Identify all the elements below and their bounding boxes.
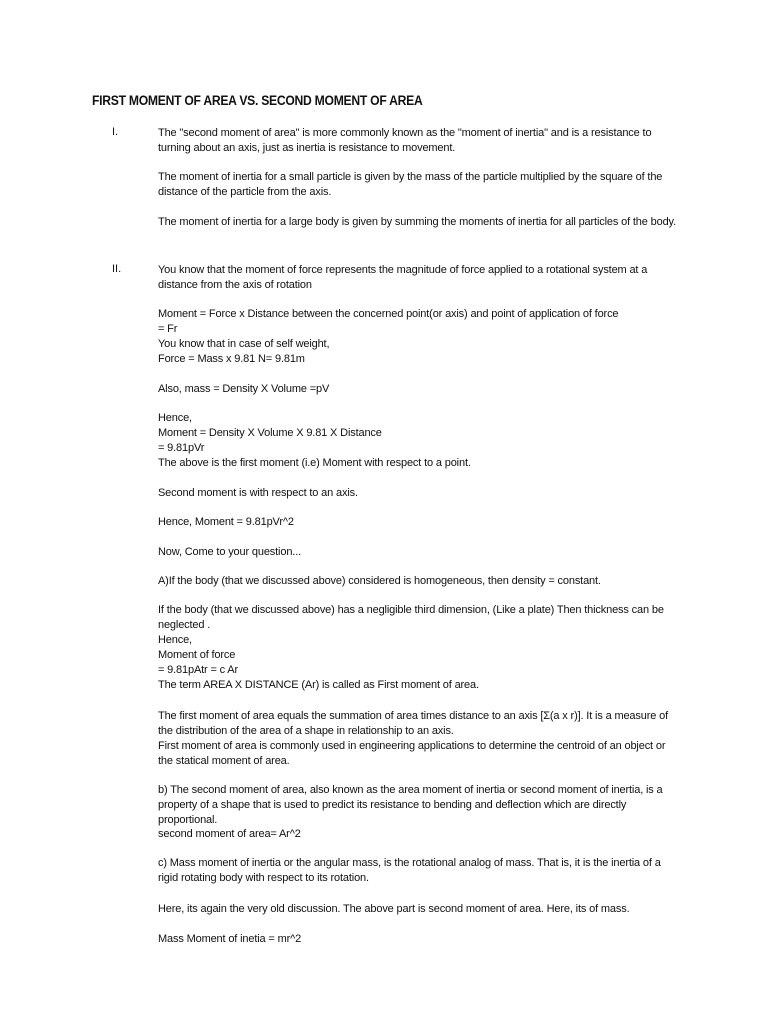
paragraph: Hence, Moment = Density X Volume X 9.81 X Distance = 9.81pVr The above is the first moment (i.e) Moment with respect to a point. xyxy=(158,412,471,469)
paragraph: Hence, Moment = 9.81pVr^2 xyxy=(158,516,294,528)
paragraph: Now, Come to your question... xyxy=(158,546,302,558)
paragraph: Moment = Force x Distance between the concerned point(or axis) and point of application of force = Fr You know that in case of self weight, Force = Mass x 9.81 N= 9.81m xyxy=(158,308,619,365)
paragraph: Here, its again the very old discussion. The above part is second moment of area. Here, its of mass. xyxy=(158,903,630,915)
paragraph: b) The second moment of area, also known as the area moment of inertia or second moment of inertia, is a property of a shape that is used to predict its resistance to bending and deflection which are directly proportional. xyxy=(158,784,663,826)
paragraph: The first moment of area equals the summation of area times distance to an axis [Σ(a x r)]. It is a measure of the distribution of the area of a shape in relationship to an axis. First moment of area is commonly used in engineering applications to determine the centroid of an object or the statical moment of area. xyxy=(158,710,668,767)
paragraph: c) Mass moment of inertia or the angular mass, is the rotational analog of mass. That is, it is the inertia of a rigid rotating body with respect to its rotation. xyxy=(158,857,661,884)
paragraph: Also, mass = Density X Volume =pV xyxy=(158,383,330,395)
paragraph: Mass Moment of inetia = mr^2 xyxy=(158,933,302,945)
paragraph: Second moment is with respect to an axis. xyxy=(158,487,358,499)
paragraph: You know that the moment of force represents the magnitude of force applied to a rotational system at a distance from the axis of rotation xyxy=(158,264,648,291)
section-marker-1: I. xyxy=(112,126,119,138)
section-marker-2: II. xyxy=(112,263,122,275)
paragraph: The "second moment of area" is more commonly known as the "moment of inertia" and is a resistance to turning about an axis, just as inertia is resistance to movement. xyxy=(158,127,652,154)
paragraph: second moment of area= Ar^2 xyxy=(158,828,301,840)
page-title: FIRST MOMENT OF AREA VS. SECOND MOMENT OF AREA xyxy=(92,93,423,108)
paragraph: The moment of inertia for a small particle is given by the mass of the particle multiplied by the square of the distance of the particle from the axis. xyxy=(158,171,663,198)
paragraph: The moment of inertia for a large body is given by summing the moments of inertia for all particles of the body. xyxy=(158,216,676,228)
paragraph: A)If the body (that we discussed above) considered is homogeneous, then density = constant. xyxy=(158,575,601,587)
paragraph: If the body (that we discussed above) has a negligible third dimension, (Like a plate) Then thickness can be neglected . Hence, Moment of force = 9.81pAtr = c Ar The term AREA X DISTANCE (Ar) is called as First moment of area. xyxy=(158,604,664,691)
